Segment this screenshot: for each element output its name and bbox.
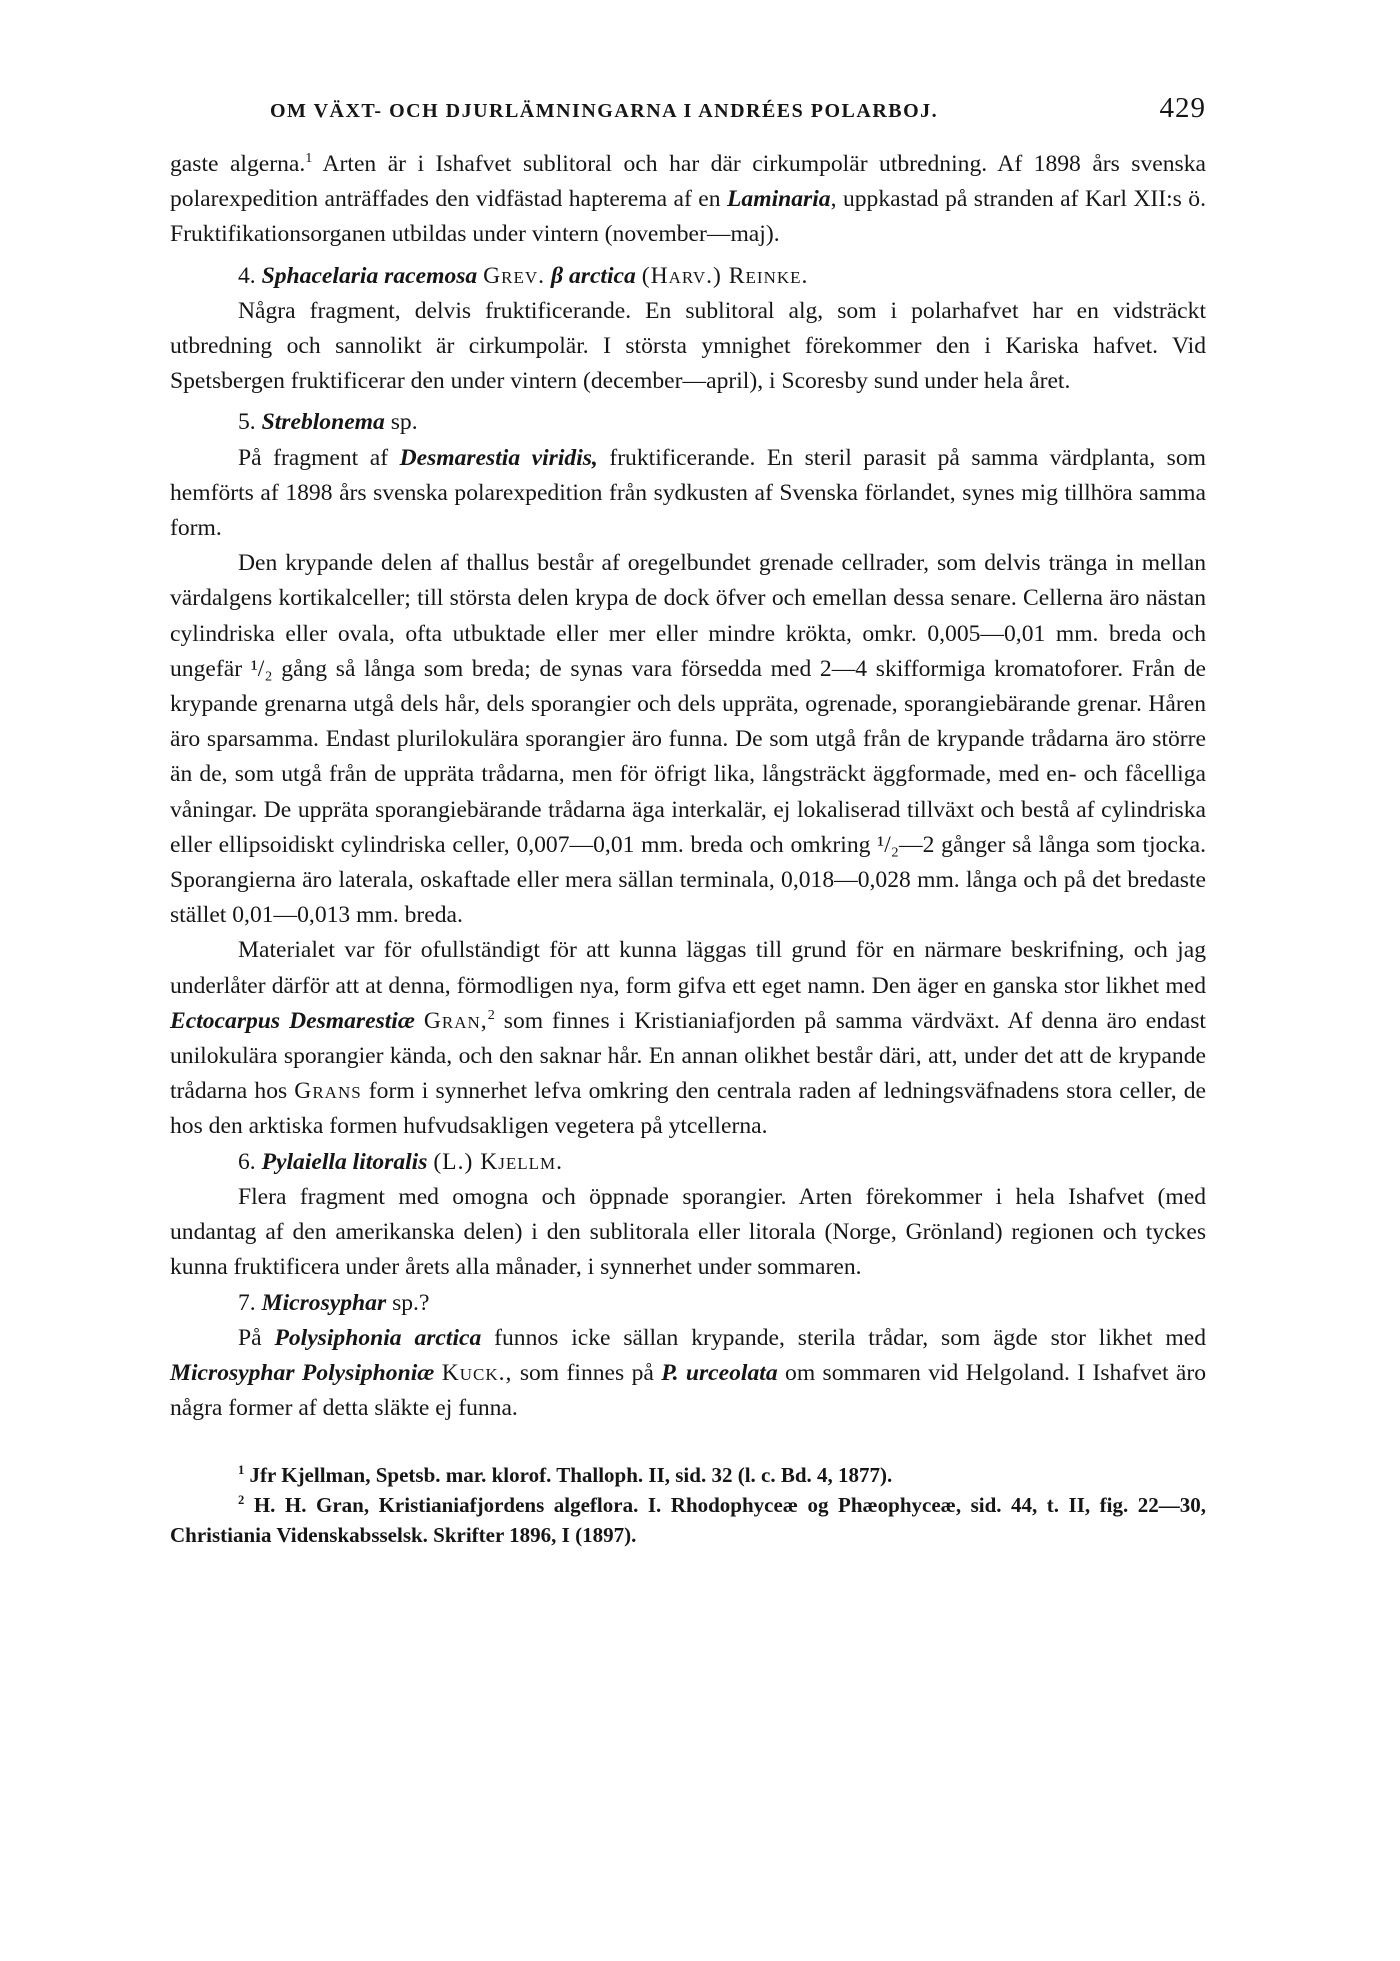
page (170, 92, 1206, 1550)
footnote-mark: 1 (238, 1463, 245, 1478)
running-title: OM VÄXT- OCH DJURLÄMNINGARNA I ANDRÉES POLARBOJ. (270, 100, 939, 122)
page-number: 429 (1159, 92, 1206, 124)
species-heading: 7. Microsyphar sp.? (238, 1289, 430, 1316)
footnote-ref: 1 (305, 150, 313, 167)
taxon-name: Desmarestia viridis, (399, 444, 598, 471)
paragraph: gaste algerna.$^1$ Arten är i Ishafvet sublitoral och har där cirkumpolär utbredning. Af 1898 års svenska polarexpedition anträffades den vidfästad hapterema af en Laminaria, uppkastad på stranden af Karl XII:s ö. Fruktifikationsorganen utbildas under vintern (november—maj). (170, 150, 1206, 248)
running-header (270, 92, 1206, 125)
footnotes (170, 1460, 1206, 1550)
paragraph: På Polysiphonia arctica funnos icke sällan krypande, sterila trådar, som ägde stor likhet med Microsyphar Polysiphoniæ Kuck., som finnes på P. urceolata om sommaren vid Helgoland. I Ishafvet äro några former af detta släkte ej funna. (170, 1324, 1207, 1422)
paragraph: Flera fragment med omogna och öppnade sporangier. Arten förekommer i hela Ishafvet (med undantag af den amerikanska delen) i den sublitorala eller litorala (Norge, Grönland) regionen och tyckes kunna fruktificera under årets alla månader, i synnerhet under sommaren. (170, 1183, 1206, 1281)
paragraph: Materialet var för ofullständigt för att kunna läggas till grund för en närmare beskrifning, och jag underlåter därför att at denna, förmodligen nya, form gifva ett eget namn. Den äger en ganska stor likhet med Ectocarpus Desmarestiæ Gran,$^2$ som finnes i Kristianiafjorden på samma värdväxt. Af denna äro endast unilokulära sporangier kända, och den saknar hår. En annan olikhet består däri, att, under det att de krypande trådarna hos Grans form i synnerhet lefva omkring den centrala raden af ledningsväfnadens stora celler, de hos den arktiska formen hufvudsakligen vegetera på ytcellerna. (170, 937, 1206, 1140)
footnote: $^1$ Jfr Kjellman, Spetsb. mar. klorof. Thalloph. II, sid. 32 (l. c. Bd. 4, 1877). (238, 1463, 893, 1488)
body-text (170, 147, 1206, 1426)
taxon-name: Pylaiella litoralis (261, 1148, 428, 1175)
taxon-name: Streblonema (261, 409, 385, 436)
taxon-name: Laminaria (727, 186, 831, 213)
taxon-name: Microsyphar Polysiphoniæ (170, 1359, 435, 1386)
paragraph: Den krypande delen af thallus består af oregelbundet grenade cellrader, som delvis tränga in mellan värdalgens kortikalceller; till största delen krypa de dock öfver och emellan dessa senare. Cellerna äro nästan cylindriska eller ovala, ofta utbuktade eller mer eller mindre krökta, omkr. 0,005—0,01 mm. breda och ungefär ¹/₂ gång så långa som breda; de synas vara försedda med 2—4 skifformiga kromatoforer. Från de krypande grenarna utgå dels hår, dels sporangier och dels uppräta, ogrenade, sporangiebärande grenar. Håren äro sparsamma. Endast plurilokulära sporangier äro funna. De som utgå från de krypande trådarna äro större än de, som utgå från de uppräta trådarna, men för öfrigt lika, långsträckt äggformade, med en- och fåcelliga våningar. De uppräta sporangiebärande trådarna äga interkalär, ej lokaliserad tillväxt och bestå af cylindriska eller ellipsoidiskt cylindriska celler, 0,007—0,01 mm. breda och omkring ¹/₂—2 gånger så långa som tjocka. Sporangierna äro laterala, oskaftade eller mera sällan terminala, 0,018—0,028 mm. långa och på det bredaste stället 0,01—0,013 mm. breda. (170, 550, 1206, 929)
taxon-name: Sphacelaria racemosa (261, 262, 478, 289)
paragraph: På fragment af Desmarestia viridis, fruktificerande. En steril parasit på samma värdplanta, som hemförts af 1898 års svenska polarexpedition från sydkusten af Svenska förlandet, synes mig tillhöra samma form. (170, 444, 1207, 542)
taxon-name: Polysiphonia arctica (274, 1324, 482, 1351)
species-heading: 5. Streblonema sp. (238, 409, 418, 436)
taxon-name: Microsyphar (261, 1289, 387, 1316)
taxon-name: Ectocarpus Desmarestiæ (170, 1007, 415, 1034)
paragraph: Några fragment, delvis fruktificerande. En sublitoral alg, som i polarhafvet har en vidsträckt utbredning och sannolikt är cirkumpolär. I största ymnighet förekommer den i Kariska hafvet. Vid Spetsbergen fruktificerar den under vintern (december—april), i Scoresby sund under hela året. (170, 297, 1206, 395)
footnote: $^2$ H. H. Gran, Kristianiafjordens algeflora. I. Rhodophyceæ og Phæophyceæ, sid. 44, t. II, fig. 22—30, Christiania Videnskabsselsk. Skrifter 1896, I (1897). (170, 1493, 1206, 1548)
species-heading: 6. Pylaiella litoralis (L.) Kjellm. (238, 1148, 564, 1175)
species-heading: 4. Sphacelaria racemosa Grev. β arctica (Harv.) Reinke. (238, 262, 809, 289)
footnote-mark: 2 (238, 1493, 245, 1508)
taxon-name: P. urceolata (661, 1359, 778, 1386)
footnote-ref: 2 (487, 1007, 495, 1024)
